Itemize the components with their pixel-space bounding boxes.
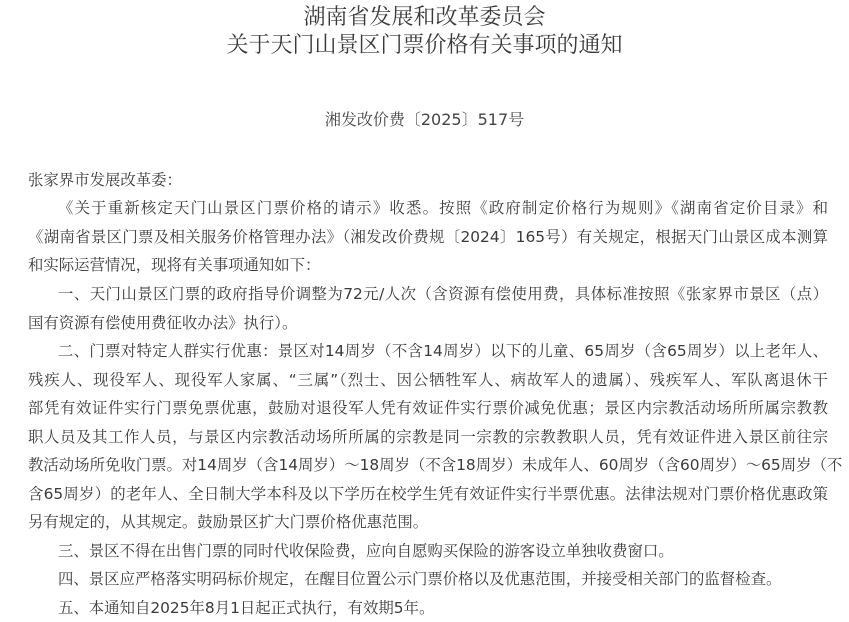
item-2-line-1: 二、门票对特定人群实行优惠：景区对14周岁（不含14周岁）以下的儿童、65周岁（含65周岁）以上老年人、 [58,342,828,360]
item-2-line-6: 含65周岁）的老年人、全日制大学本科及以下学历在校学生凭有效证件实行半票优惠。法律法规对门票价格优惠政策 [28,485,828,503]
item-2-line-7: 另有规定的，从其规定。鼓励景区扩大门票价格优惠范围。 [28,513,429,531]
item-3: 三、景区不得在出售门票的同时代收保险费，应向自愿购买保险的游客设立单独收费窗口。 [58,542,674,560]
paragraph-intro-line-2: 《湖南省景区门票及相关服务价格管理办法》（湘发改价费规〔2024〕165号）有关规定，根据天门山景区成本测算 [28,228,828,246]
addressee: 张家界市发展改革委： [28,171,182,189]
item-1-line-2: 国有资源有偿使用费征收办法》执行）。 [28,314,298,332]
paragraph-intro-line-1: 《关于重新核定天门山景区门票价格的请示》收悉。按照《政府制定价格行为规则》《湖南省定价目录》和 [58,199,828,217]
item-1-line-1: 一、天门山景区门票的政府指导价调整为72元/人次（含资源有偿使用费，具体标准按照《张家界市景区（点） [58,285,828,303]
item-2-line-5: 教活动场所免收门票。对14周岁（含14周岁）～18周岁（不含18周岁）未成年人、60周岁（含60周岁）～65周岁（不 [28,456,843,474]
paragraph-intro-line-3: 和实际运营情况，现将有关事项通知如下： [28,256,321,274]
document-number: 湘发改价费〔2025〕517号 [324,110,525,129]
title-issuer: 湖南省发展和改革委员会 [303,5,546,30]
item-2-line-2: 残疾人、现役军人、现役军人家属、“三属”（烈士、因公牺牲军人、病故军人的遗属）、残疾军人、军队离退休干 [28,371,828,389]
item-5: 五、本通知自2025年8月1日起正式执行，有效期5年。 [58,599,435,617]
item-2-line-4: 职人员及其工作人员，与景区内宗教活动场所所属的宗教是同一宗教的宗教教职人员，凭有效证件进入景区前往宗 [28,428,828,446]
item-2-line-3: 部凭有效证件实行门票免票优惠，鼓励对退役军人凭有效证件实行票价减免优惠；景区内宗教活动场所所属宗教教 [28,399,828,417]
title-subject: 关于天门山景区门票价格有关事项的通知 [226,33,623,58]
item-4: 四、景区应严格落实明码标价规定，在醒目位置公示门票价格以及优惠范围，并接受相关部门的监督检查。 [58,570,782,588]
